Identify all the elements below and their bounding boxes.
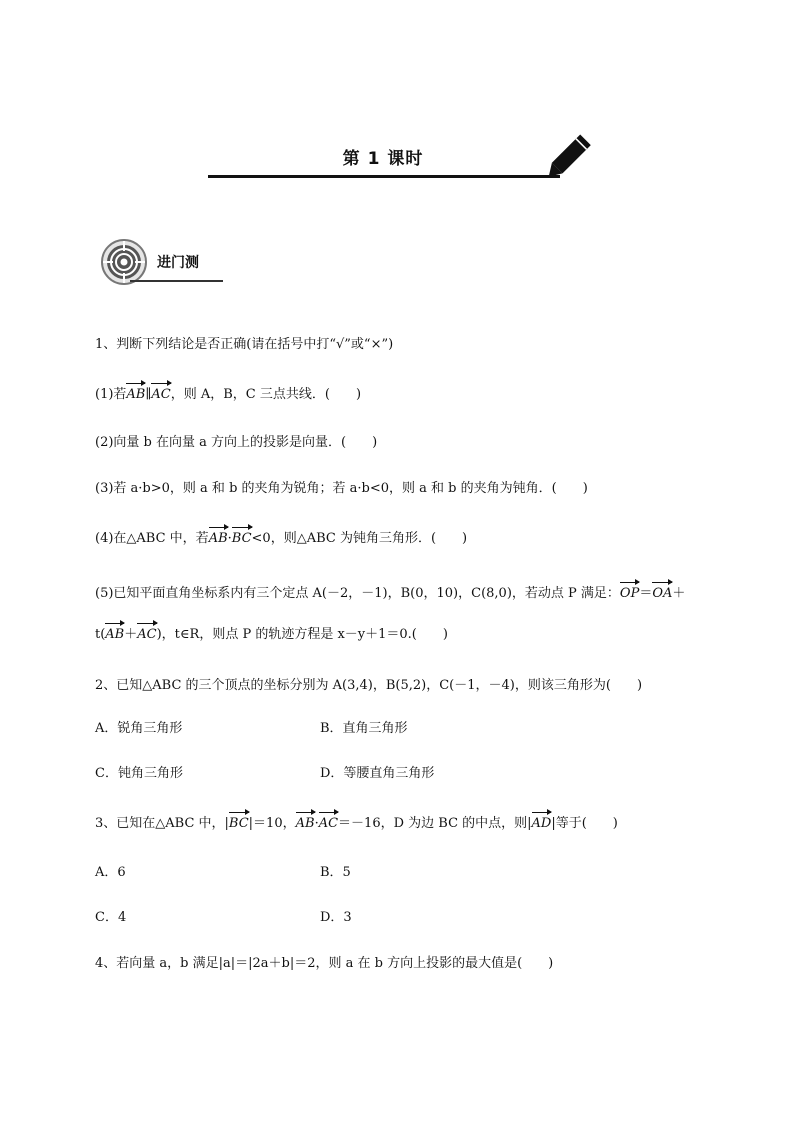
q1-part4: (4)在△ABC 中，若AB·BC<0，则△ABC 为钝角三角形．( ): [95, 531, 468, 546]
q2-option-a: A．锐角三角形: [95, 721, 183, 736]
target-icon: [100, 238, 148, 286]
page-title: 第 1 课时: [342, 149, 424, 169]
q3-stem: 3、已知在△ABC 中，|BC|＝10，AB·AC＝－16，D 为边 BC 的中点，则|AD|等于( ): [95, 816, 618, 831]
q2-option-b: B．直角三角形: [320, 721, 408, 736]
q1-part1: (1)若AB∥AC，则 A，B，C 三点共线．( ): [95, 387, 362, 402]
section-title: 进门测: [157, 255, 199, 271]
q2-option-d: D．等腰直角三角形: [320, 766, 435, 781]
q3-option-b: B．5: [320, 865, 351, 880]
q1-part2: (2)向量 b 在向量 a 方向上的投影是向量．( ): [95, 435, 378, 450]
q1-part5-line1: (5)已知平面直角坐标系内有三个定点 A(－2，－1)，B(0，10)，C(8,0)，若动点 P 满足：OP＝OA＋: [95, 586, 686, 601]
q3-option-d: D．3: [320, 910, 352, 925]
q1-stem: 1、判断下列结论是否正确(请在括号中打“√”或“×”): [95, 337, 394, 352]
q4-stem: 4、若向量 a，b 满足|a|＝|2a＋b|＝2，则 a 在 b 方向上投影的最大值是( ): [95, 956, 554, 971]
title-underline: [208, 175, 560, 178]
q1-part3: (3)若 a·b>0，则 a 和 b 的夹角为锐角；若 a·b<0，则 a 和 b 的夹角为钝角．( ): [95, 481, 588, 496]
section-header: [100, 238, 230, 286]
q1-part5-line2: t(AB＋AC)，t∈R，则点 P 的轨迹方程是 x－y＋1＝0.( ): [95, 627, 448, 642]
q2-stem: 2、已知△ABC 的三个顶点的坐标分别为 A(3,4)，B(5,2)，C(－1，－4)，则该三角形为( ): [95, 678, 643, 693]
title-block: [208, 140, 588, 190]
q2-option-c: C．钝角三角形: [95, 766, 183, 781]
q3-option-a: A．6: [95, 865, 126, 880]
q3-option-c: C．4: [95, 910, 127, 925]
pencil-icon: [544, 128, 598, 182]
section-underline: [130, 280, 223, 282]
